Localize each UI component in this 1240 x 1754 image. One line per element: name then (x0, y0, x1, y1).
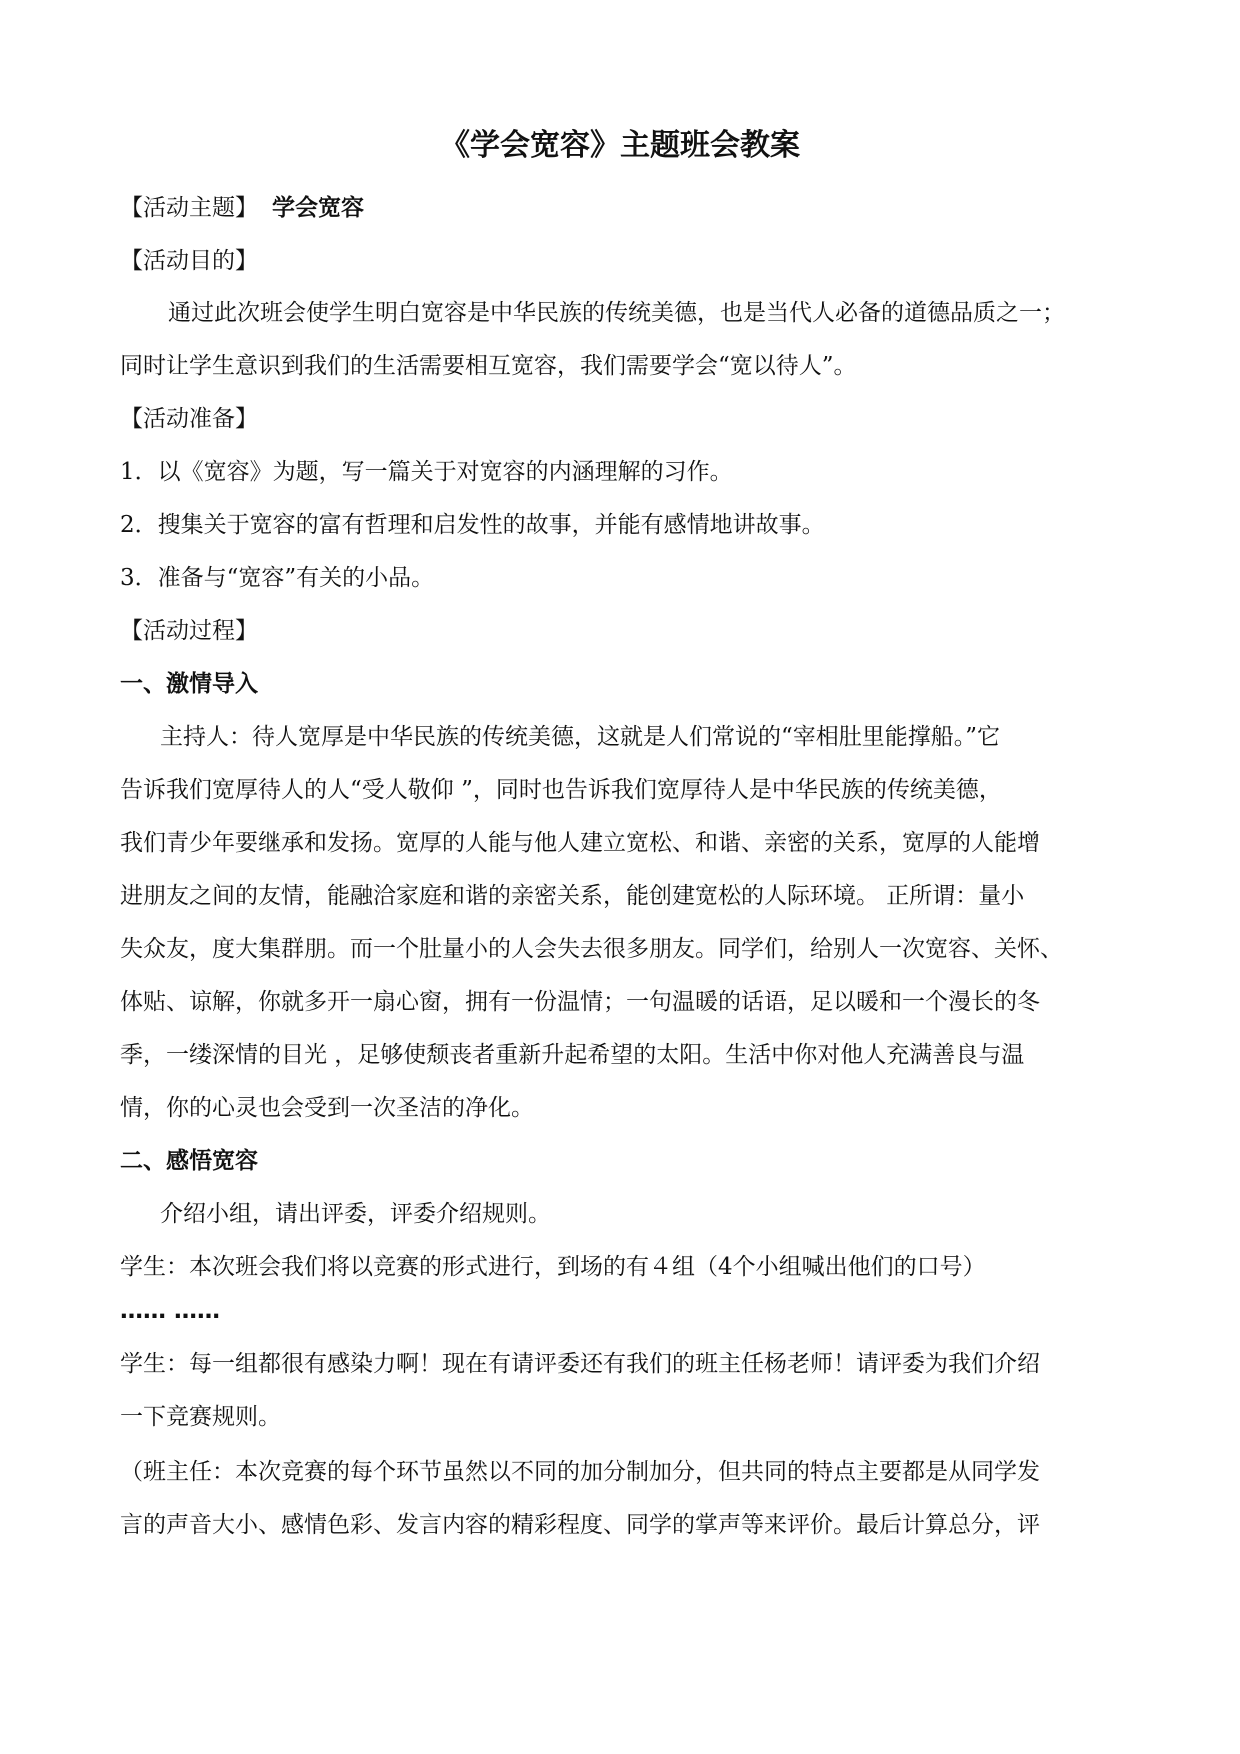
section1-line: 季，一缕深情的目光 ，足够使颓丧者重新升起希望的太阳。生活中你对他人充满善良与温 (120, 1042, 1025, 1068)
prep-item: 1．以《宽容》为题，写一篇关于对宽容的内涵理解的习作。 (120, 459, 733, 485)
prep-item: 2．搜集关于宽容的富有哲理和启发性的故事，并能有感情地讲故事。 (120, 512, 825, 538)
section1-line: 失众友，度大集群朋。而一个肚量小的人会失去很多朋友。同学们，给别人一次宽容、关怀、 (120, 936, 1063, 962)
section1-line: 进朋友之间的友情，能融洽家庭和谐的亲密关系，能创建宽松的人际环境。 正所谓：量小 (120, 883, 1025, 909)
section2-line: 言的声音大小、感情色彩、发言内容的精彩程度、同学的掌声等来评价。最后计算总分，评 (120, 1512, 1040, 1538)
section2-line: 介绍小组，请出评委，评委介绍规则。 (160, 1201, 551, 1227)
section2-line: （班主任：本次竞赛的每个环节虽然以不同的加分制加分，但共同的特点主要都是从同学发 (120, 1459, 1040, 1485)
section1-heading: 一、激情导入 (120, 671, 258, 697)
purpose-line: 通过此次班会使学生明白宽容是中华民族的传统美德，也是当代人必备的道德品质之一； (168, 300, 1065, 326)
section1-line: 告诉我们宽厚待人的人“受人敬仰 ”，同时也告诉我们宽厚待人是中华民族的传统美德， (120, 777, 1002, 803)
section2-line: 学生：每一组都很有感染力啊！现在有请评委还有我们的班主任杨老师！请评委为我们介绍 (120, 1351, 1040, 1377)
purpose-label: 【活动目的】 (120, 248, 258, 274)
section2-heading: 二、感悟宽容 (120, 1148, 258, 1174)
theme-value: 学会宽容 (272, 195, 364, 221)
theme-row (120, 192, 364, 224)
section1-line: 体贴、谅解，你就多开一扇心窗，拥有一份温情；一句温暖的话语，足以暖和一个漫长的冬 (120, 989, 1040, 1015)
theme-label: 【活动主题】 (120, 195, 258, 221)
prep-item: 3．准备与“宽容”有关的小品。 (120, 565, 435, 591)
section1-line: 主持人：待人宽厚是中华民族的传统美德，这就是人们常说的“宰相肚里能撑船。”它 (160, 724, 1001, 750)
document-title: 《学会宽容》主题班会教案 (440, 128, 800, 163)
section1-line: 情，你的心灵也会受到一次圣洁的净化。 (120, 1095, 534, 1121)
section2-line: 学生：本次班会我们将以竞赛的形式进行，到场的有４组（4个小组喊出他们的口号） (120, 1254, 986, 1280)
ellipsis-line: …… …… (120, 1298, 221, 1324)
process-label: 【活动过程】 (120, 618, 258, 644)
section2-line: 一下竞赛规则。 (120, 1404, 281, 1430)
section1-line: 我们青少年要继承和发扬。宽厚的人能与他人建立宽松、和谐、亲密的关系，宽厚的人能增 (120, 830, 1040, 856)
prep-label: 【活动准备】 (120, 406, 258, 432)
purpose-line: 同时让学生意识到我们的生活需要相互宽容，我们需要学会“宽以待人”。 (120, 353, 857, 379)
